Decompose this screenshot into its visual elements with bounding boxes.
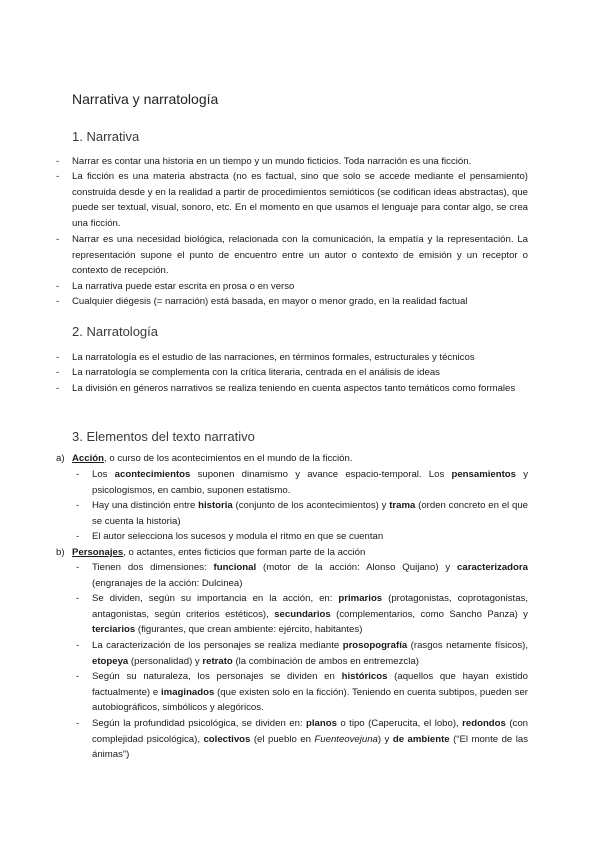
bullet-dash-icon: - xyxy=(76,593,80,604)
bullet-dash-icon: - xyxy=(56,296,60,307)
term-personajes: Personajes xyxy=(72,547,124,558)
list-item: - Los acontecimientos suponen dinamismo y avance espacio-temporal. Los pensamientos y psicologismos, en cambio, suponen estatismo. xyxy=(76,469,528,496)
list-item: - Hay una distinción entre historia (conjunto de los acontecimientos) y trama (orden concreto en el que se cuenta la historia) xyxy=(76,500,528,527)
term-accion: Acción xyxy=(72,453,104,464)
list-item: - Narrar es contar una historia en un tiempo y un mundo ficticios. Toda narración es una ficción. xyxy=(72,154,528,170)
list-item: - La caracterización de los personajes se realiza mediante prosopografía (rasgos netamente físicos), etopeya (personalidad) y retrato (la combinación de ambos en entremezcla) xyxy=(76,640,528,667)
list-item: - El autor selecciona los sucesos y modula el ritmo en que se cuentan xyxy=(92,529,528,545)
list-item: - Narrar es una necesidad biológica, relacionada con la comunicación, la empatía y la representación. La representación supone el punto de encuentro entre un autor o contexto de emisión y un receptor o contexto de recepción. xyxy=(56,234,528,277)
list-item: - La narrativa puede estar escrita en prosa o en verso xyxy=(72,279,528,295)
doc-title: Narrativa y narratología xyxy=(72,91,219,107)
bullet-dash-icon: - xyxy=(56,281,60,292)
element-b-heading: b) Personajes, o actantes, entes ficticios que forman parte de la acción xyxy=(56,547,366,558)
bullet-dash-icon: - xyxy=(76,469,80,480)
bullet-dash-icon: - xyxy=(56,234,60,245)
bullet-dash-icon: - xyxy=(76,671,80,682)
section-3-title: 3. Elementos del texto narrativo xyxy=(72,429,255,444)
list-item: - Según su naturaleza, los personajes se dividen en históricos (aquellos que hayan existido factualmente) e imaginados (que existen solo en la ficción). Teniendo en cuenta subtipos, pueden ser autobiográficos, simbólicos y alegóricos. xyxy=(76,671,528,714)
list-item: - La narratología se complementa con la crítica literaria, centrada en el análisis de ideas xyxy=(72,365,528,381)
bullet-dash-icon: - xyxy=(56,156,60,167)
bullet-dash-icon: - xyxy=(56,367,60,378)
section-1-title: 1. Narrativa xyxy=(72,129,140,144)
section-2-title: 2. Narratología xyxy=(72,324,158,339)
bullet-dash-icon: - xyxy=(76,640,80,651)
bullet-dash-icon: - xyxy=(76,718,80,729)
bullet-dash-icon: - xyxy=(76,500,80,511)
list-item: - La narratología es el estudio de las narraciones, en términos formales, estructurales y técnicos xyxy=(72,350,528,366)
list-item: - Tienen dos dimensiones: funcional (motor de la acción: Alonso Quijano) y caracterizadora (engranajes de la acción: Dulcinea) xyxy=(76,562,528,589)
list-item: - Se dividen, según su importancia en la acción, en: primarios (protagonistas, coprotagonistas, antagonistas, según criterios estéticos), secundarios (complementarios, como Sancho Panza) y terciarios (figurantes, que crean ambiente: ejército, habitantes) xyxy=(76,593,528,636)
element-a-heading: a) Acción, o curso de los acontecimientos en el mundo de la ficción. xyxy=(56,453,353,464)
list-item: - Cualquier diégesis (= narración) está basada, en mayor o menor grado, en la realidad factual xyxy=(72,294,528,310)
list-item: - Según la profundidad psicológica, se dividen en: planos o tipo (Caperucita, el lobo), redondos (con complejidad psicológica), colectivos (el pueblo en Fuenteovejuna) y de ambiente (“El monte de las ánimas”) xyxy=(76,718,528,761)
bullet-dash-icon: - xyxy=(56,171,60,182)
bullet-dash-icon: - xyxy=(76,562,80,573)
bullet-dash-icon: - xyxy=(76,531,80,542)
list-item: - La división en géneros narrativos se realiza teniendo en cuenta aspectos tanto temáticos como formales xyxy=(72,381,528,397)
list-item: - La ficción es una materia abstracta (no es factual, sino que solo se accede mediante el pensamiento) construida desde y en la realidad a partir de procedimientos semióticos (se codifican ideas abstractas), que puede ser textual, visual, sonoro, etc. En el momento en que usamos el lenguaje para contar algo, se crea una ficción. xyxy=(56,171,528,229)
bullet-dash-icon: - xyxy=(56,383,60,394)
bullet-dash-icon: - xyxy=(56,352,60,363)
